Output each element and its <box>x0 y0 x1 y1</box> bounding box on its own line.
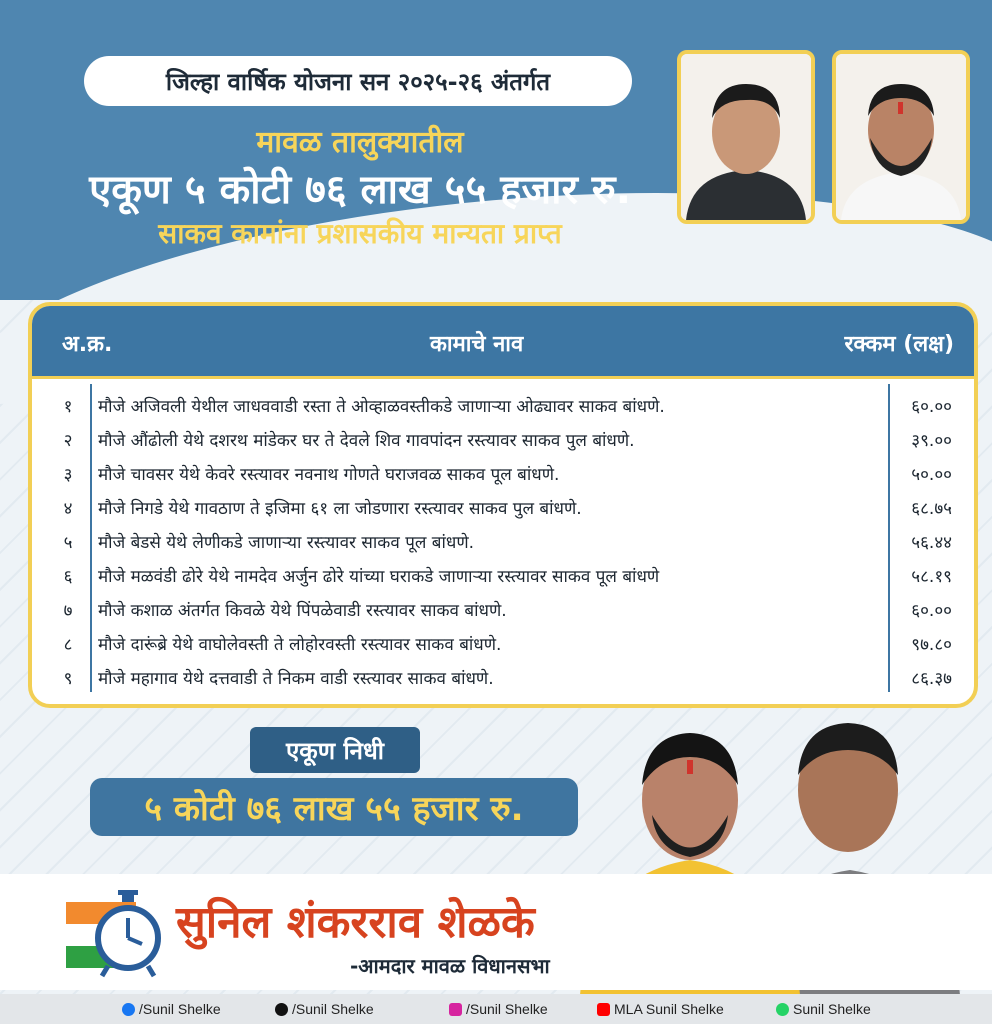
instagram-handle: /Sunil Shelke <box>466 1001 548 1017</box>
row-work-name: मौजे मळवंडी ढोरे येथे नामदेव अर्जुन ढोरे यांच्या घराकडे जाणाऱ्या रस्त्यावर साकव पूल बांधणे <box>98 567 660 587</box>
row-number: ७ <box>63 601 73 621</box>
x-link[interactable] <box>275 1001 374 1017</box>
leader-photo-1 <box>677 50 815 224</box>
table-row <box>32 490 974 524</box>
row-amount: ५६.४४ <box>911 533 952 553</box>
instagram-link[interactable] <box>449 1001 548 1017</box>
row-number: ६ <box>63 567 73 587</box>
headline-amount: एकूण ५ कोटी ७६ लाख ५५ हजार रु. <box>89 167 631 213</box>
youtube-link[interactable] <box>597 1001 724 1017</box>
signature-subtitle: -आमदार मावळ विधानसभा <box>350 954 550 978</box>
row-work-name: मौजे कशाळ अंतर्गत किवळे येथे पिंपळेवाडी रस्त्यावर साकव बांधणे. <box>98 601 507 621</box>
header-work-name: कामाचे नाव <box>430 332 524 357</box>
whatsapp-icon <box>776 1003 789 1016</box>
youtube-icon <box>597 1003 610 1016</box>
whatsapp-link[interactable] <box>776 1001 871 1017</box>
table-header <box>32 306 974 379</box>
header-amount: रक्कम (लक्ष) <box>844 332 954 357</box>
row-amount: ३९.०० <box>911 431 952 451</box>
facebook-handle: /Sunil Shelke <box>139 1001 221 1017</box>
row-amount: ६०.०० <box>911 397 952 417</box>
table-row <box>32 592 974 626</box>
leader-photo-2 <box>832 50 970 224</box>
row-number: १ <box>63 397 73 417</box>
table-row <box>32 558 974 592</box>
row-amount: ५८.१९ <box>911 567 952 587</box>
total-fund-value: ५ कोटी ७६ लाख ५५ हजार रु. <box>90 778 578 836</box>
table-row <box>32 422 974 456</box>
row-amount: ६८.७५ <box>911 499 952 519</box>
row-work-name: मौजे महागाव येथे दत्तवाडी ते निकम वाडी रस्त्यावर साकव बांधणे. <box>98 669 494 689</box>
row-amount: ९७.८० <box>911 635 952 655</box>
social-footer <box>0 994 992 1024</box>
facebook-icon <box>122 1003 135 1016</box>
row-work-name: मौजे अजिवली येथील जाधववाडी रस्ता ते ओव्हाळवस्तीकडे जाणाऱ्या ओढ्यावर साकव बांधणे. <box>98 397 665 417</box>
signature-name: सुनिल शंकरराव शेळके <box>176 897 535 948</box>
table-row <box>32 388 974 422</box>
instagram-icon <box>449 1003 462 1016</box>
row-amount: ८६.३७ <box>911 669 952 689</box>
whatsapp-handle: Sunil Shelke <box>793 1001 871 1017</box>
row-work-name: मौजे निगडे येथे गावठाण ते इजिमा ६१ ला जोडणारा रस्त्यावर साकव पुल बांधणे. <box>98 499 582 519</box>
row-number: ५ <box>63 533 73 553</box>
taluka-line: मावळ तालुक्यातील <box>256 125 464 160</box>
row-number: ८ <box>63 635 73 655</box>
table-row <box>32 524 974 558</box>
row-work-name: मौजे दारूंब्रे येथे वाघोलेवस्ती ते लोहोरवस्ती रस्त्यावर साकव बांधणे. <box>98 635 502 655</box>
row-amount: ६०.०० <box>911 601 952 621</box>
clock-icon <box>92 888 164 984</box>
total-fund-label: एकूण निधी <box>250 727 420 773</box>
row-number: ३ <box>63 465 73 485</box>
row-work-name: मौजे चावसर येथे केवरे रस्त्यावर नवनाथ गोणते घराजवळ साकव पूल बांधणे. <box>98 465 560 485</box>
x-icon <box>275 1003 288 1016</box>
row-work-name: मौजे बेडसे येथे लेणीकडे जाणाऱ्या रस्त्यावर साकव पूल बांधणे. <box>98 533 475 553</box>
facebook-link[interactable] <box>122 1001 221 1017</box>
table-row <box>32 626 974 660</box>
approval-line: साकव कामांना प्रशासकीय मान्यता प्राप्त <box>158 217 562 250</box>
row-number: ४ <box>63 499 73 519</box>
table-row <box>32 456 974 490</box>
header-serial: अ.क्र. <box>62 332 113 357</box>
row-amount: ५०.०० <box>911 465 952 485</box>
row-number: २ <box>63 431 73 451</box>
youtube-handle: MLA Sunil Shelke <box>614 1001 724 1017</box>
row-work-name: मौजे औंढोली येथे दशरथ मांडेकर घर ते देवले शिव गावपांदन रस्त्यावर साकव पुल बांधणे. <box>98 431 635 451</box>
works-table <box>28 302 978 708</box>
row-number: ९ <box>63 669 73 689</box>
x-handle: /Sunil Shelke <box>292 1001 374 1017</box>
table-row <box>32 660 974 694</box>
scheme-pill: जिल्हा वार्षिक योजना सन २०२५-२६ अंतर्गत <box>84 56 632 106</box>
